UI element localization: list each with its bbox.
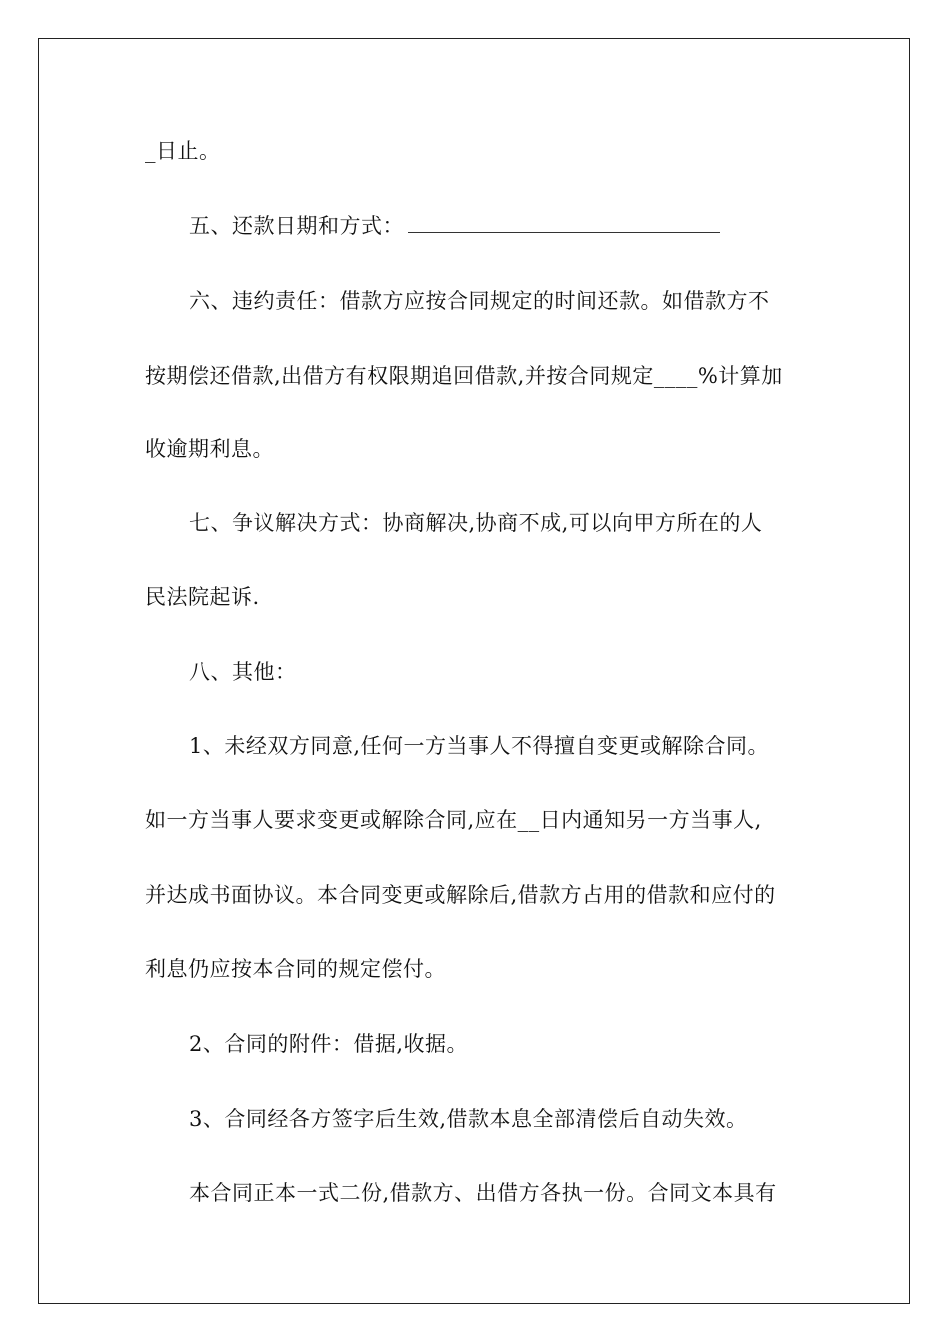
text-line-10: 如一方当事人要求变更或解除合同,应在__日内通知另一方当事人, [145, 808, 762, 832]
text-line-2 [189, 212, 720, 240]
text-line-9: 1、未经双方同意,任何一方当事人不得擅自变更或解除合同。 [189, 734, 770, 758]
text-line-13: 2、合同的附件：借据,收据。 [189, 1032, 469, 1056]
text-line-5: 收逾期利息。 [145, 437, 274, 461]
text-line-12: 利息仍应按本合同的规定偿付。 [145, 957, 446, 981]
text-line-3: 六、违约责任：借款方应按合同规定的时间还款。如借款方不 [189, 289, 770, 313]
text-line-6: 七、争议解决方式：协商解决,协商不成,可以向甲方所在的人 [189, 511, 763, 535]
text-line-7: 民法院起诉. [145, 585, 260, 609]
text-line-11: 并达成书面协议。本合同变更或解除后,借款方占用的借款和应付的 [145, 883, 776, 907]
text-line-4: 按期偿还借款,出借方有权限期追回借款,并按合同规定____%计算加 [145, 364, 783, 388]
text-line-14: 3、合同经各方签字后生效,借款本息全部清偿后自动失效。 [189, 1107, 748, 1131]
text-line-8: 八、其他： [189, 660, 297, 684]
text-line-15: 本合同正本一式二份,借款方、出借方各执一份。合同文本具有 [189, 1181, 777, 1205]
text-line-1: _日止。 [145, 139, 221, 163]
repayment-heading: 五、还款日期和方式： [189, 214, 404, 238]
fill-in-blank-line [408, 214, 720, 233]
